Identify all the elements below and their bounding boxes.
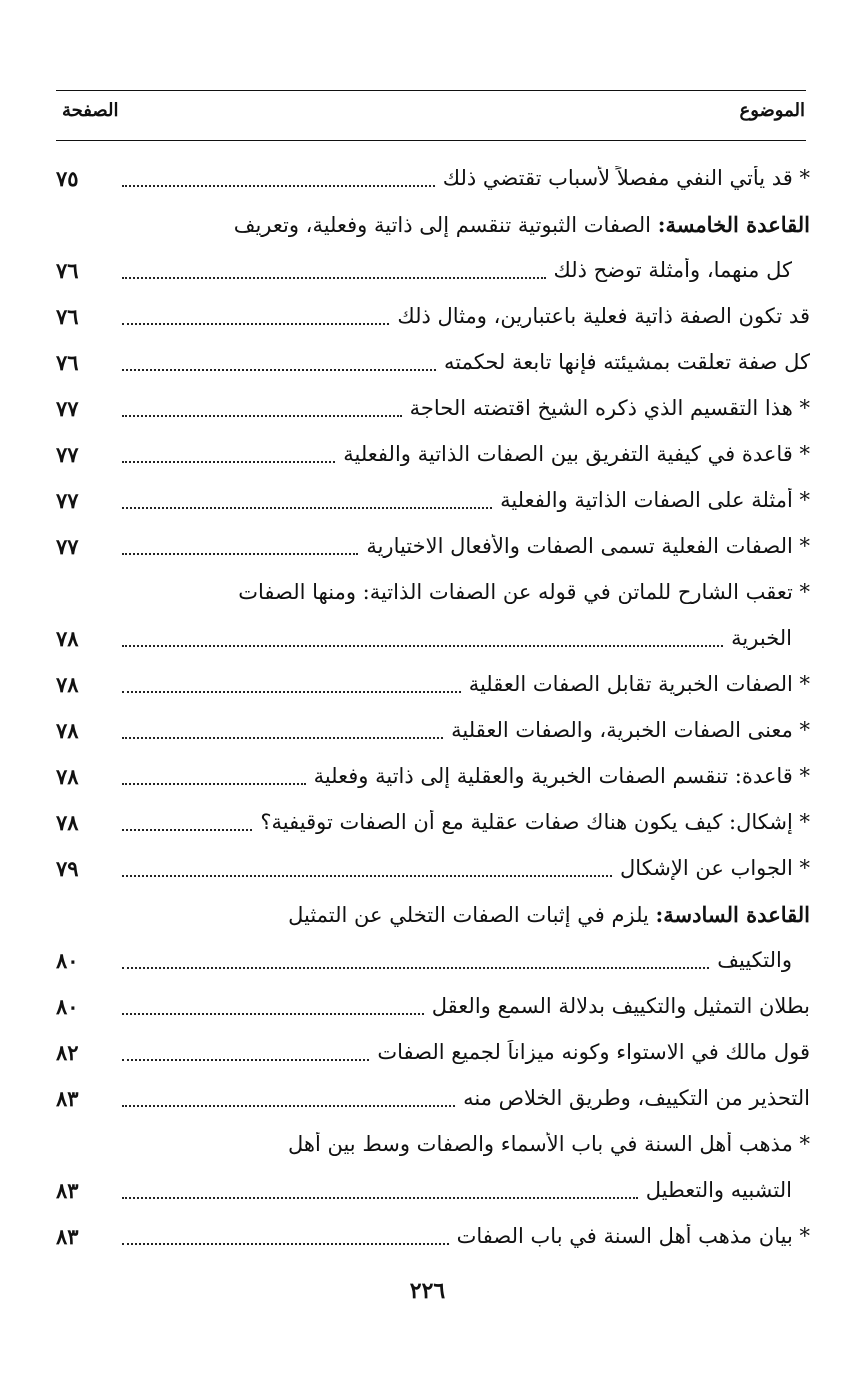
dot-leader <box>122 277 546 279</box>
toc-entry-text: بطلان التمثيل والتكييف بدلالة السمع والعقل <box>431 994 810 1018</box>
dot-leader <box>122 1013 424 1015</box>
toc-entry-line <box>56 385 810 431</box>
toc-entry <box>56 707 810 753</box>
toc-entry <box>56 891 810 983</box>
toc-list <box>56 155 810 1259</box>
dot-leader <box>122 507 492 509</box>
toc-entry <box>56 845 810 891</box>
toc-entry-page: ٧٨ <box>56 809 79 835</box>
toc-entry <box>56 1075 810 1121</box>
toc-entry-line <box>56 661 810 707</box>
dot-leader <box>122 1105 455 1107</box>
dot-leader <box>122 461 335 463</box>
toc-entry-line <box>56 753 810 799</box>
toc-entry-line <box>56 523 810 569</box>
dot-leader <box>122 415 402 417</box>
toc-entry-text: * تعقب الشارح للماتن في قوله عن الصفات الذاتية: ومنها الصفات <box>238 580 810 604</box>
toc-entry-text: قد تكون الصفة ذاتية فعلية باعتبارين، ومثال ذلك <box>397 304 810 328</box>
toc-entry-page: ٧٩ <box>56 855 79 881</box>
toc-entry-page: ٨٢ <box>56 1039 79 1065</box>
toc-entry-line <box>56 431 810 477</box>
dot-leader <box>122 1059 369 1061</box>
toc-entry-text: * بيان مذهب أهل السنة في باب الصفات <box>456 1224 810 1248</box>
toc-entry-line <box>56 1075 810 1121</box>
toc-entry-text: والتكييف <box>717 948 792 972</box>
toc-entry <box>56 799 810 845</box>
toc-entry <box>56 753 810 799</box>
toc-entry <box>56 661 810 707</box>
toc-entry-line <box>56 615 810 661</box>
toc-entry-page: ٨٣ <box>56 1223 79 1249</box>
toc-entry <box>56 431 810 477</box>
toc-entry-text: قول مالك في الاستواء وكونه ميزاناً لجميع الصفات <box>377 1040 810 1064</box>
dot-leader <box>122 185 435 187</box>
dot-leader <box>122 737 443 739</box>
toc-entry-text: كل صفة تعلقت بمشيئته فإنها تابعة لحكمته <box>444 350 810 374</box>
toc-entry <box>56 477 810 523</box>
toc-entry-line <box>56 983 810 1029</box>
toc-entry-line <box>56 891 810 937</box>
dot-leader <box>122 1243 449 1245</box>
toc-entry-text: * قد يأتي النفي مفصلاً لأسباب تقتضي ذلك <box>442 166 810 190</box>
toc-entry-page: ٧٥ <box>56 165 79 191</box>
dot-leader <box>122 323 389 325</box>
dot-leader <box>122 369 436 371</box>
toc-entry-page: ٧٧ <box>56 441 79 467</box>
toc-entry <box>56 293 810 339</box>
toc-entry-text: القاعدة الخامسة: الصفات الثبوتية تنقسم إلى ذاتية وفعلية، وتعريف <box>233 211 810 237</box>
page-number: ٢٢٦ <box>409 1278 446 1304</box>
toc-entry <box>56 1213 810 1259</box>
toc-entry-text: * الجواب عن الإشكال <box>620 856 810 880</box>
page-column-header: الصفحة <box>62 100 119 121</box>
toc-entry-line <box>56 569 810 615</box>
toc-entry-text: * معنى الصفات الخبرية، والصفات العقلية <box>451 718 810 742</box>
toc-entry <box>56 339 810 385</box>
toc-entry-text: * هذا التقسيم الذي ذكره الشيخ اقتضته الحاجة <box>409 396 810 420</box>
toc-entry <box>56 569 810 661</box>
toc-entry-text: التشبيه والتعطيل <box>645 1178 792 1202</box>
toc-entry-line <box>56 707 810 753</box>
toc-entry-page: ٧٨ <box>56 625 79 651</box>
toc-entry-text: كل منهما، وأمثلة توضح ذلك <box>553 258 792 282</box>
toc-entry-text: * قاعدة في كيفية التفريق بين الصفات الذاتية والفعلية <box>343 442 810 466</box>
toc-entry-line <box>56 799 810 845</box>
toc-entry-line <box>56 247 810 293</box>
toc-entry-line <box>56 339 810 385</box>
dot-leader <box>122 967 709 969</box>
toc-entry <box>56 523 810 569</box>
toc-entry-line <box>56 201 810 247</box>
toc-entry <box>56 201 810 293</box>
toc-entry-page: ٧٨ <box>56 763 79 789</box>
toc-entry-text: الخبرية <box>731 626 792 650</box>
toc-entry-line <box>56 845 810 891</box>
header-rule <box>56 140 806 141</box>
topic-column-header: الموضوع <box>739 100 805 121</box>
toc-entry-line <box>56 1029 810 1075</box>
toc-entry-page: ٧٦ <box>56 303 79 329</box>
toc-entry <box>56 1121 810 1213</box>
toc-entry-line <box>56 937 810 983</box>
toc-entry <box>56 155 810 201</box>
dot-leader <box>122 553 358 555</box>
toc-entry-text: * مذهب أهل السنة في باب الأسماء والصفات وسط بين أهل <box>288 1132 810 1156</box>
toc-entry-line <box>56 1121 810 1167</box>
toc-entry-page: ٧٧ <box>56 533 79 559</box>
dot-leader <box>122 1197 638 1199</box>
toc-entry-page: ٧٧ <box>56 487 79 513</box>
dot-leader <box>122 783 306 785</box>
toc-entry-page: ٨٣ <box>56 1177 79 1203</box>
toc-entry-line <box>56 1213 810 1259</box>
toc-entry-page: ٧٨ <box>56 671 79 697</box>
toc-entry-line <box>56 477 810 523</box>
toc-entry-text: * الصفات الخبرية تقابل الصفات العقلية <box>468 672 810 696</box>
dot-leader <box>122 875 612 877</box>
toc-entry-text: * إشكال: كيف يكون هناك صفات عقلية مع أن الصفات توقيفية؟ <box>260 810 810 834</box>
top-rule <box>56 90 806 91</box>
toc-entry-line <box>56 293 810 339</box>
toc-entry-page: ٧٨ <box>56 717 79 743</box>
dot-leader <box>122 691 461 693</box>
dot-leader <box>122 645 723 647</box>
toc-entry <box>56 385 810 431</box>
toc-entry-text: * أمثلة على الصفات الذاتية والفعلية <box>500 488 810 512</box>
toc-entry <box>56 983 810 1029</box>
toc-entry-page: ٨٠ <box>56 993 79 1019</box>
toc-entry-page: ٧٦ <box>56 257 79 283</box>
toc-entry-page: ٧٦ <box>56 349 79 375</box>
toc-entry-line <box>56 1167 810 1213</box>
toc-entry-text: * قاعدة: تنقسم الصفات الخبرية والعقلية إلى ذاتية وفعلية <box>313 764 810 788</box>
toc-entry-page: ٧٧ <box>56 395 79 421</box>
toc-entry-text: القاعدة السادسة: يلزم في إثبات الصفات التخلي عن التمثيل <box>288 901 810 927</box>
dot-leader <box>122 829 252 831</box>
toc-entry-line <box>56 155 810 201</box>
toc-entry-page: ٨٠ <box>56 947 79 973</box>
toc-entry-text: التحذير من التكييف، وطريق الخلاص منه <box>463 1086 810 1110</box>
toc-entry <box>56 1029 810 1075</box>
toc-entry-page: ٨٣ <box>56 1085 79 1111</box>
toc-entry-text: * الصفات الفعلية تسمى الصفات والأفعال الاختيارية <box>366 534 810 558</box>
